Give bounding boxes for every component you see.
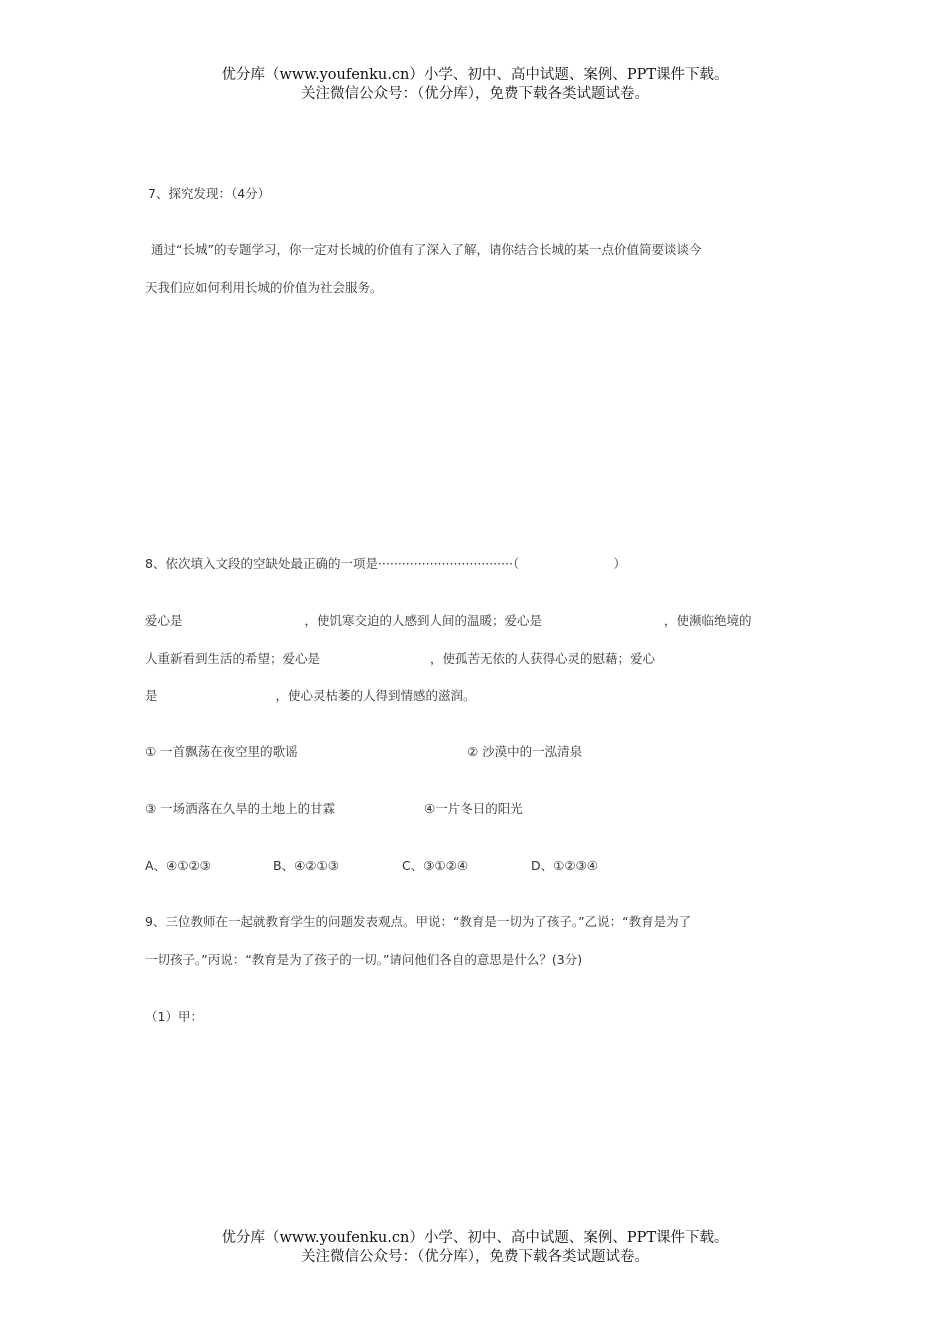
q8-passage-line-1: [145, 611, 805, 629]
q8-answer-b: B、④②①③: [273, 858, 339, 873]
q7-title: 7、探究发现：（4分）: [148, 186, 271, 201]
q8-p1-b: ，使饥寒交迫的人感到人间的温暖；爱心是: [304, 613, 543, 628]
q8-answer-d: D、①②③④: [531, 858, 598, 873]
q9-text-line-2: 一切孩子。”丙说：“教育是为了孩子的一切。”请问他们各自的意思是什么？(3分): [145, 952, 583, 967]
q8-option-row-1: [145, 742, 805, 760]
header-line-1: 优分库（www.youfenku.cn）小学、初中、高中试题、案例、PPT课件下载。: [221, 67, 729, 83]
q8-answer-a: A、④①②③: [145, 858, 211, 873]
q8-title-close: ）: [613, 556, 626, 571]
q9-sub-1: （1）甲：: [145, 1009, 203, 1024]
footer-line-1: 优分库（www.youfenku.cn）小学、初中、高中试题、案例、PPT课件下载。: [221, 1230, 729, 1246]
q8-option-row-2: [145, 799, 805, 817]
q8-p1-c: ，使濒临绝境的: [664, 613, 752, 628]
q8-option-2: ② 沙漠中的一泓清泉: [467, 744, 583, 759]
q8-p2-a: 人重新看到生活的希望；爱心是: [145, 651, 321, 666]
q8-passage-line-2: [145, 649, 805, 667]
q8-p1-a: 爱心是: [145, 613, 183, 628]
q8-p3-a: 是: [145, 688, 158, 703]
q7-text-line-1: 通过“长城”的专题学习，你一定对长城的价值有了深入了解，请你结合长城的某一点价值简要谈谈今: [151, 242, 702, 257]
q8-p2-b: ，使孤苦无依的人获得心灵的慰藉；爱心: [430, 651, 656, 666]
q8-option-1: ① 一首飘荡在夜空里的歌谣: [145, 744, 298, 759]
page-header: [0, 66, 950, 104]
footer-line-2: 关注微信公众号：（优分库），免费下载各类试题试卷。: [301, 1249, 649, 1265]
q8-p3-b: ，使心灵枯萎的人得到情感的滋润。: [275, 688, 476, 703]
q8-option-4: ④一片冬日的阳光: [424, 801, 523, 816]
header-line-2: 关注微信公众号：（优分库），免费下载各类试题试卷。: [301, 86, 649, 102]
q8-option-3: ③ 一场洒落在久旱的土地上的甘霖: [145, 801, 336, 816]
q8-title-text: 8、依次填入文段的空缺处最正确的一项是··································（: [145, 556, 520, 571]
q8-title: [145, 554, 805, 572]
q7-text-line-2: 天我们应如何利用长城的价值为社会服务。: [145, 280, 383, 295]
q9-text-line-1: 9、三位教师在一起就教育学生的问题发表观点。甲说：“教育是一切为了孩子。”乙说：“教育是为了: [145, 914, 692, 929]
q8-answer-c: C、③①②④: [402, 858, 469, 873]
q8-answer-row: [145, 856, 805, 874]
page-footer: [0, 1229, 950, 1267]
q8-passage-line-3: [145, 686, 805, 704]
